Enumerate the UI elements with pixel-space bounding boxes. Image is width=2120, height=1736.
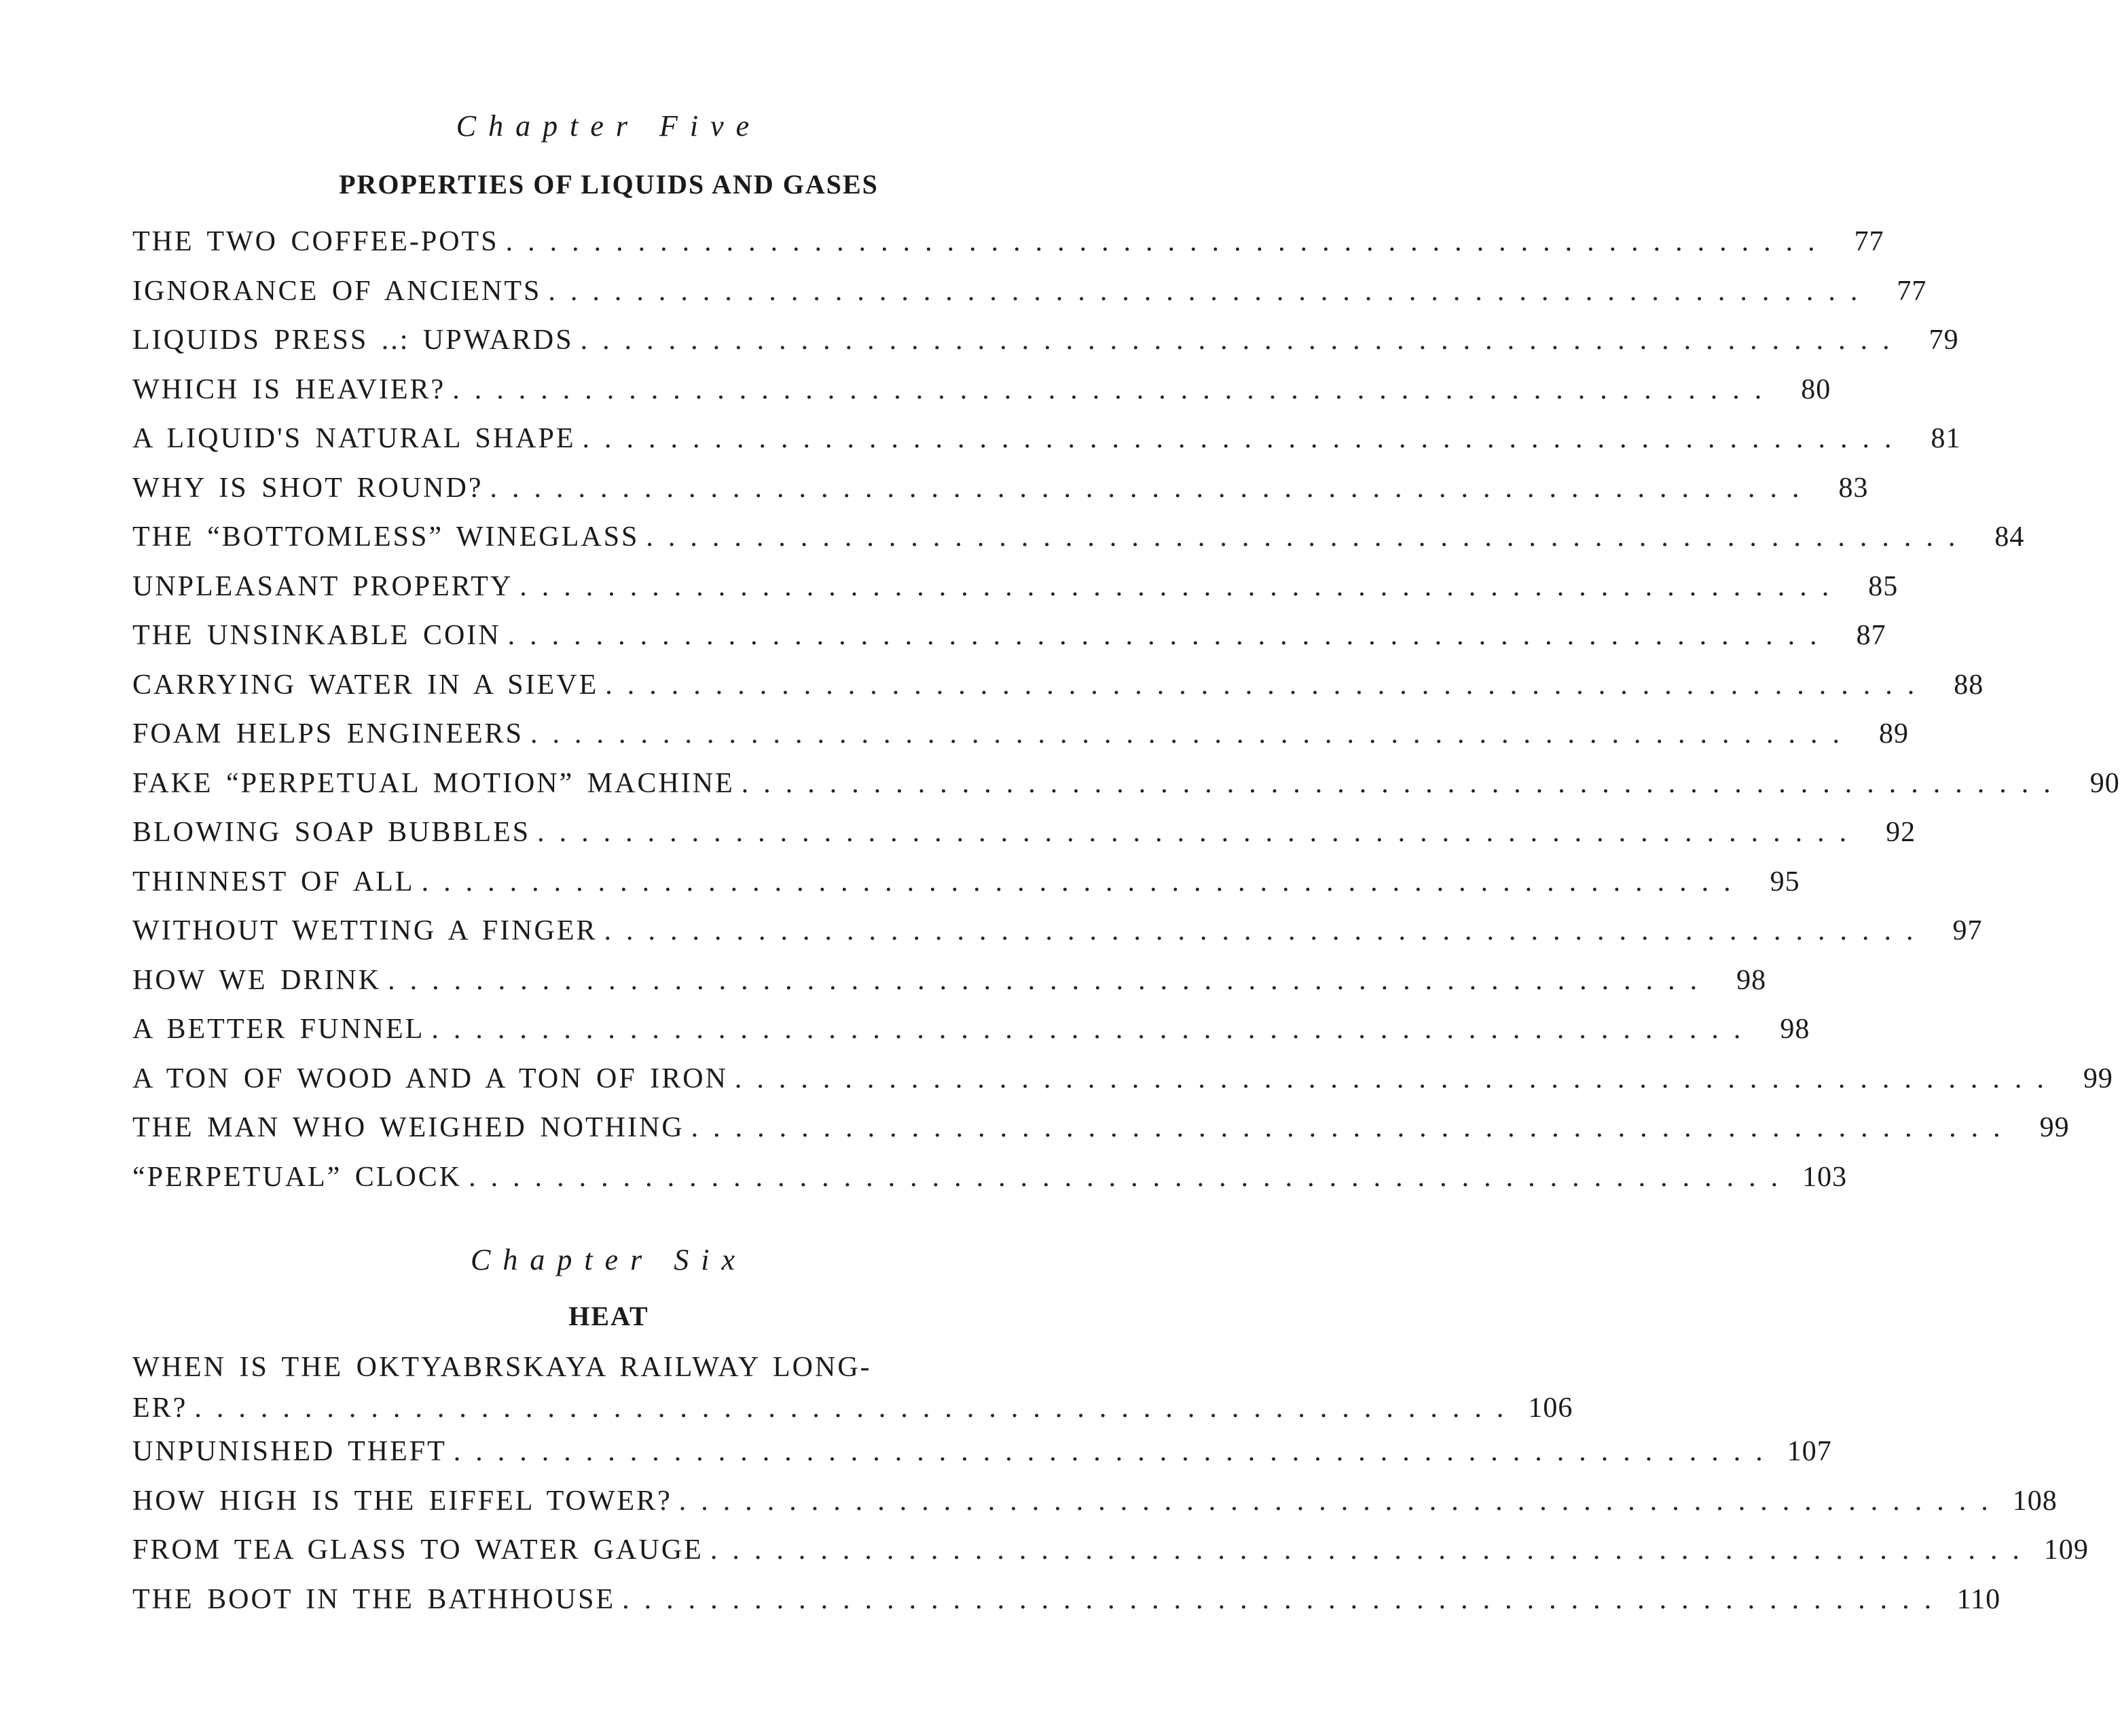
dot-leader: ............................................................ [548,275,1873,307]
toc-entry [132,275,1927,325]
dot-leader: ............................................................ [505,226,1830,257]
dot-leader: ............................................................ [490,472,1814,504]
toc-entry-title: “PERPETUAL” CLOCK [132,1161,462,1193]
toc-entry-page: 107 [1787,1436,1832,1467]
dot-leader: ............................................................ [734,1063,2059,1094]
toc-entry-title: IGNORANCE OF ANCIENTS [132,275,542,307]
toc-entry-title: THE UNSINKABLE COIN [132,620,501,651]
toc-entry-title: THINNEST OF ALL [132,866,415,898]
toc-entry-page: 95 [1770,866,1800,898]
toc-entry-page: 87 [1856,620,1886,651]
toc-entry-title: FAKE “PERPETUAL MOTION” MACHINE [132,767,735,799]
toc-entry-page: 109 [2043,1534,2089,1566]
toc-entry-page: 81 [1931,423,1961,454]
toc-entry [132,472,1869,521]
dot-leader: ............................................................ [452,373,1777,405]
toc-entry-title: CARRYING WATER IN A SIEVE [132,669,599,701]
toc-entry [132,1161,1848,1211]
dot-leader: ............................................................ [537,817,1862,848]
toc-entry-page: 98 [1736,964,1767,996]
toc-entry-title: BLOWING SOAP BUBBLES [132,817,531,848]
toc-entry-title: HOW HIGH IS THE EIFFEL TOWER? [132,1485,672,1517]
toc-entry [132,1063,2113,1112]
dot-leader: ............................................................ [469,1161,1793,1193]
dot-leader: ............................................................ [519,570,1844,602]
toc-entry [132,324,1959,373]
toc-entry-page: 90 [2089,767,2120,799]
toc-entry-page: 97 [1952,915,1983,946]
toc-entry-page: 99 [2083,1063,2113,1094]
dot-leader: ............................................................ [580,325,1905,356]
toc-entry [132,915,1983,964]
toc-entry-title: FOAM HELPS ENGINEERS [132,718,524,750]
toc-entry-title: LIQUIDS PRESS ..: UPWARDS [132,325,574,356]
dot-leader: ............................................................ [194,1392,1519,1424]
toc-entry-title: UNPLEASANT PROPERTY [132,570,513,602]
toc-entry-page: 106 [1528,1392,1573,1424]
toc-entry-page: 80 [1801,373,1831,405]
toc-entry-page: 108 [2012,1485,2058,1517]
toc-entry [132,619,1886,669]
toc-entry-page: 99 [2039,1112,2070,1143]
toc-entry [132,866,1800,915]
toc-entry-page: 79 [1929,325,1959,356]
chapter-six-contents [132,1351,2089,1632]
dot-leader: ............................................................ [530,718,1855,750]
dot-leader: ............................................................ [431,1014,1756,1045]
toc-entry [132,816,1916,866]
chapter-five-label: Chapter Five [456,109,762,143]
toc-entry-page: 84 [1994,521,2025,553]
toc-entry [132,1485,2058,1534]
toc-entry-page: 77 [1897,275,1927,307]
dot-leader: ............................................................ [453,1436,1778,1467]
toc-entry [132,1013,1810,1063]
toc-entry-title: THE “BOTTOMLESS” WINEGLASS [132,521,640,553]
toc-entry-title: FROM TEA GLASS TO WATER GAUGE [132,1534,703,1566]
toc-entry-title: WITHOUT WETTING A FINGER [132,915,598,946]
toc-entry [132,964,1767,1014]
toc-entry [132,1111,2070,1161]
toc-entry-title-line1: WHEN IS THE OKTYABRSKAYA RAILWAY LONG- [132,1352,872,1383]
toc-entry [132,570,1899,620]
toc-entry [132,225,1884,275]
toc-entry-title: A BETTER FUNNEL [132,1014,425,1045]
toc-entry-title-line2: ER? [132,1392,188,1424]
toc-entry [132,1351,1573,1424]
toc-entry [132,422,1961,472]
toc-entry-page: 77 [1854,226,1884,257]
toc-entry-title: HOW WE DRINK [132,964,382,996]
toc-entry-title: THE TWO COFFEE-POTS [132,226,499,257]
toc-entry-title: WHY IS SHOT ROUND? [132,472,483,504]
toc-entry-page: 89 [1879,718,1909,750]
dot-leader: ............................................................ [678,1485,2003,1517]
dot-leader: ............................................................ [622,1583,1947,1615]
toc-entry-page: 83 [1838,472,1869,504]
toc-entry [132,1583,2001,1633]
dot-leader: ............................................................ [646,521,1971,553]
toc-entry-page: 88 [1954,669,1984,701]
dot-leader: ............................................................ [421,866,1746,898]
toc-entry-page: 110 [1956,1583,2001,1615]
toc-entry-title: A TON OF WOOD AND A TON OF IRON [132,1063,728,1094]
dot-leader: ............................................................ [507,620,1832,651]
toc-entry-page: 98 [1780,1014,1810,1045]
dot-leader: ............................................................ [388,964,1713,996]
toc-entry [132,521,2025,570]
toc-entry-title: THE MAN WHO WEIGHED NOTHING [132,1112,684,1143]
chapter-six-label: Chapter Six [471,1243,747,1276]
dot-leader: ............................................................ [691,1112,2015,1143]
toc-entry-page: 85 [1868,570,1899,602]
toc-entry-page: 92 [1886,817,1916,848]
dot-leader: ............................................................ [604,915,1929,946]
chapter-five-title: PROPERTIES OF LIQUIDS AND GASES [339,169,879,200]
toc-entry-title: UNPUNISHED THEFT [132,1436,447,1467]
toc-entry-title: THE BOOT IN THE BATHHOUSE [132,1583,616,1615]
dot-leader: ............................................................ [582,423,1907,454]
dot-leader: ............................................................ [710,1534,2034,1566]
toc-entry [132,767,2120,817]
toc-entry [132,669,1984,718]
toc-entry [132,373,1831,423]
chapter-six-title: HEAT [568,1301,649,1331]
toc-entry-title: WHICH IS HEAVIER? [132,373,446,405]
toc-entry [132,718,1909,767]
chapter-five-contents [132,225,2120,1210]
toc-entry-page: 103 [1802,1161,1848,1193]
dot-leader: ............................................................ [741,767,2066,799]
dot-leader: ............................................................ [605,669,1930,701]
toc-entry-title: A LIQUID'S NATURAL SHAPE [132,423,576,454]
toc-entry [132,1534,2089,1583]
toc-entry [132,1435,1832,1485]
